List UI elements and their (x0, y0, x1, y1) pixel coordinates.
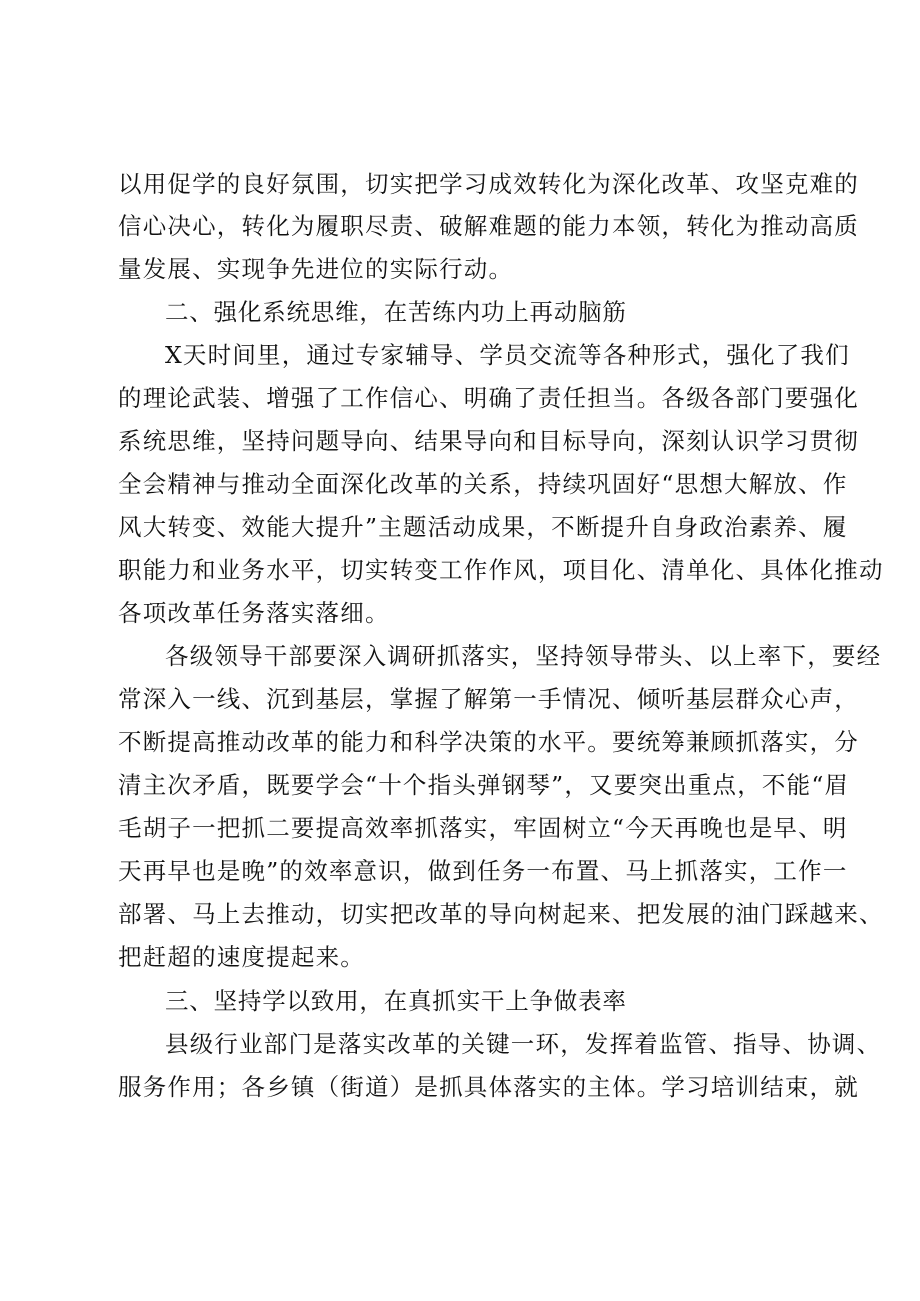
body-line: 以用促学的良好氛围，切实把学习成效转化为深化改革、攻坚克难的 (118, 170, 859, 198)
body-line: 清主次矛盾，既要学会“十个指头弹钢琴”，又要突出重点，不能“眉 (118, 771, 850, 799)
body-line: 量发展、实现争先进位的实际行动。 (118, 255, 514, 283)
paragraph-start: X天时间里，通过专家辅导、学员交流等各种形式，强化了我们 (165, 341, 850, 369)
body-line: 不断提高推动改革的能力和科学决策的水平。要统筹兼顾抓落实，分 (118, 728, 859, 756)
section-heading-3: 三、坚持学以致用，在真抓实干上争做表率 (165, 987, 627, 1015)
body-line: 系统思维，坚持问题导向、结果导向和目标导向，深刻认识学习贯彻 (118, 427, 859, 455)
paragraph-start: 县级行业部门是落实改革的关键一环，发挥着监管、指导、协调、 (165, 1030, 882, 1058)
body-line: 常深入一线、沉到基层，掌握了解第一手情况、倾听基层群众心声， (118, 685, 859, 713)
body-line: 风大转变、效能大提升”主题活动成果，不断提升自身政治素养、履 (118, 513, 848, 541)
paragraph-start: 各级领导干部要深入调研抓落实，坚持领导带头、以上率下，要经 (165, 642, 882, 670)
body-line: 全会精神与推动全面深化改革的关系，持续巩固好“思想大解放、作 (118, 470, 848, 498)
body-line: 服务作用；各乡镇（街道）是抓具体落实的主体。学习培训结束，就 (118, 1073, 859, 1101)
body-line: 毛胡子一把抓二要提高效率抓落实，牢固树立“今天再晚也是早、明 (118, 814, 848, 842)
section-heading-2: 二、强化系统思维，在苦练内功上再动脑筋 (165, 298, 627, 326)
body-line: 把赶超的速度提起来。 (118, 943, 365, 971)
body-line: 部署、马上去推动，切实把改革的导向树起来、把发展的油门踩越来、 (118, 900, 884, 928)
body-line: 职能力和业务水平，切实转变工作作风，项目化、清单化、具体化推动 (118, 556, 884, 584)
body-line: 天再早也是晚”的效率意识，做到任务一布置、马上抓落实，工作一 (118, 857, 848, 885)
body-line: 信心决心，转化为履职尽责、破解难题的能力本领，转化为推动高质 (118, 212, 859, 240)
body-line: 各项改革任务落实落细。 (118, 599, 390, 627)
body-line: 的理论武装、增强了工作信心、明确了责任担当。各级各部门要强化 (118, 384, 859, 412)
